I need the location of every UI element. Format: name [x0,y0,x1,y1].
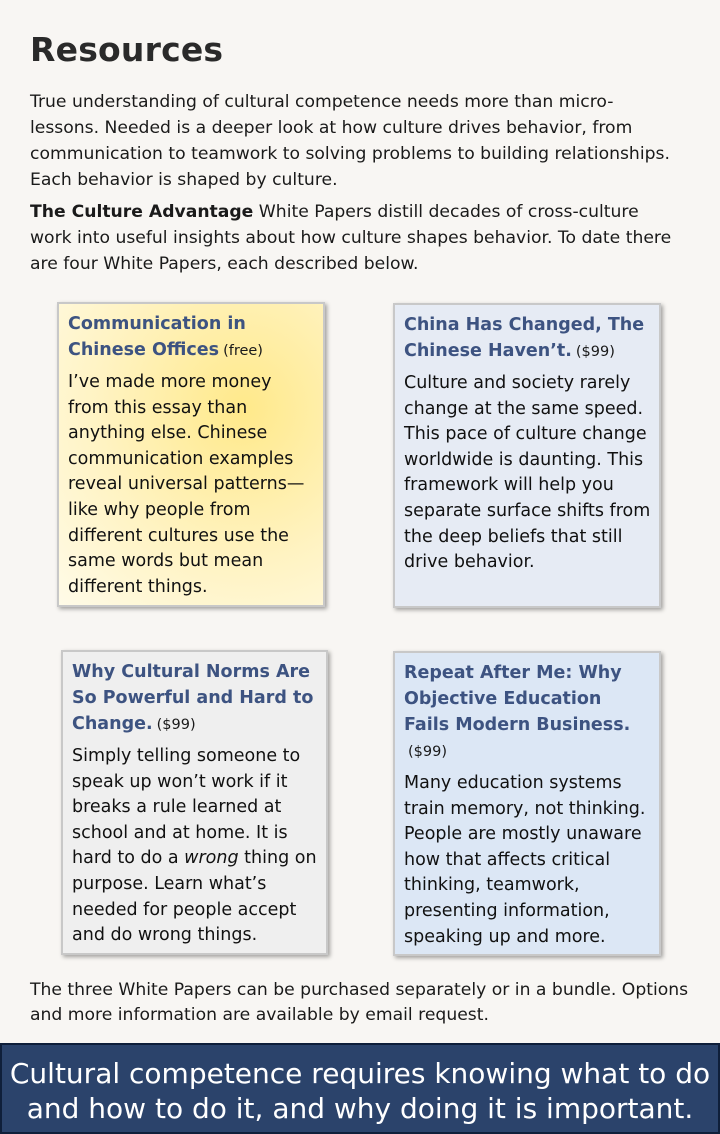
card-description: I’ve made more money from this essay than anything else. Chinese communication examples reveal universal patterns—like why people from different cultures use the same words but mean different things. [68,372,305,597]
purchase-note: The three White Papers can be purchased separately or in a bundle. Options and more information are available by email request. [30,980,689,1025]
white-paper-card-china-changed[interactable] [393,303,661,608]
card-description-part: thing on purpose. Learn what’s needed for people accept and do wrong things. [72,848,317,946]
card-title-line [404,312,651,365]
white-paper-card-cultural-norms[interactable] [61,650,328,955]
white-paper-card-repeat-after-me[interactable] [393,651,661,956]
card-title: Repeat After Me: Why Objective Education Fails Modern Business. [404,663,631,735]
card-description [72,744,318,949]
card-price: ($99) [575,344,615,360]
card-title: Why Cultural Norms Are So Powerful and Hard to Change. [72,662,314,734]
card-title: China Has Changed, The Chinese Haven’t. [404,315,645,361]
intro-section [30,89,680,283]
white-papers-description: White Papers distill decades of cross-culture work into useful insights about how culture shapes behavior. To date there are four White Papers, each described below. [30,202,672,274]
cultural-competence-banner: Cultural competence requires knowing what to do and how to do it, and why doing it is important. [0,1043,720,1134]
card-title: Communication in Chinese Offices [68,314,246,360]
card-description-part: Simply telling someone to speak up won’t work if it breaks a rule learned at school and at home. It is hard to do a [72,746,301,869]
emphasis-wrong: wrong [184,848,239,869]
card-price: ($99) [408,744,447,760]
card-price: ($99) [156,717,196,733]
card-price: (free) [223,343,263,359]
intro-paragraph-white-papers [30,199,680,277]
white-paper-card-communication[interactable] [57,302,325,607]
card-title-line [404,660,651,765]
card-title-line [68,311,315,364]
page-title: Resources [30,30,224,69]
culture-advantage-name: The Culture Advantage [30,202,254,222]
card-title-line [72,659,318,738]
intro-paragraph: True understanding of cultural competence needs more than micro-lessons. Needed is a deeper look at how culture drives behavior, from communication to teamwork to solving problems to building relationships. Each behavior is shaped by culture. [30,92,670,190]
card-description: Culture and society rarely change at the same speed. This pace of culture change worldwide is daunting. This framework will help you separate surface shifts from the deep beliefs that still drive behavior. [404,373,651,573]
card-description: Many education systems train memory, not thinking. People are mostly unaware how that affects critical thinking, teamwork, presenting information, speaking up and more. [404,773,646,947]
